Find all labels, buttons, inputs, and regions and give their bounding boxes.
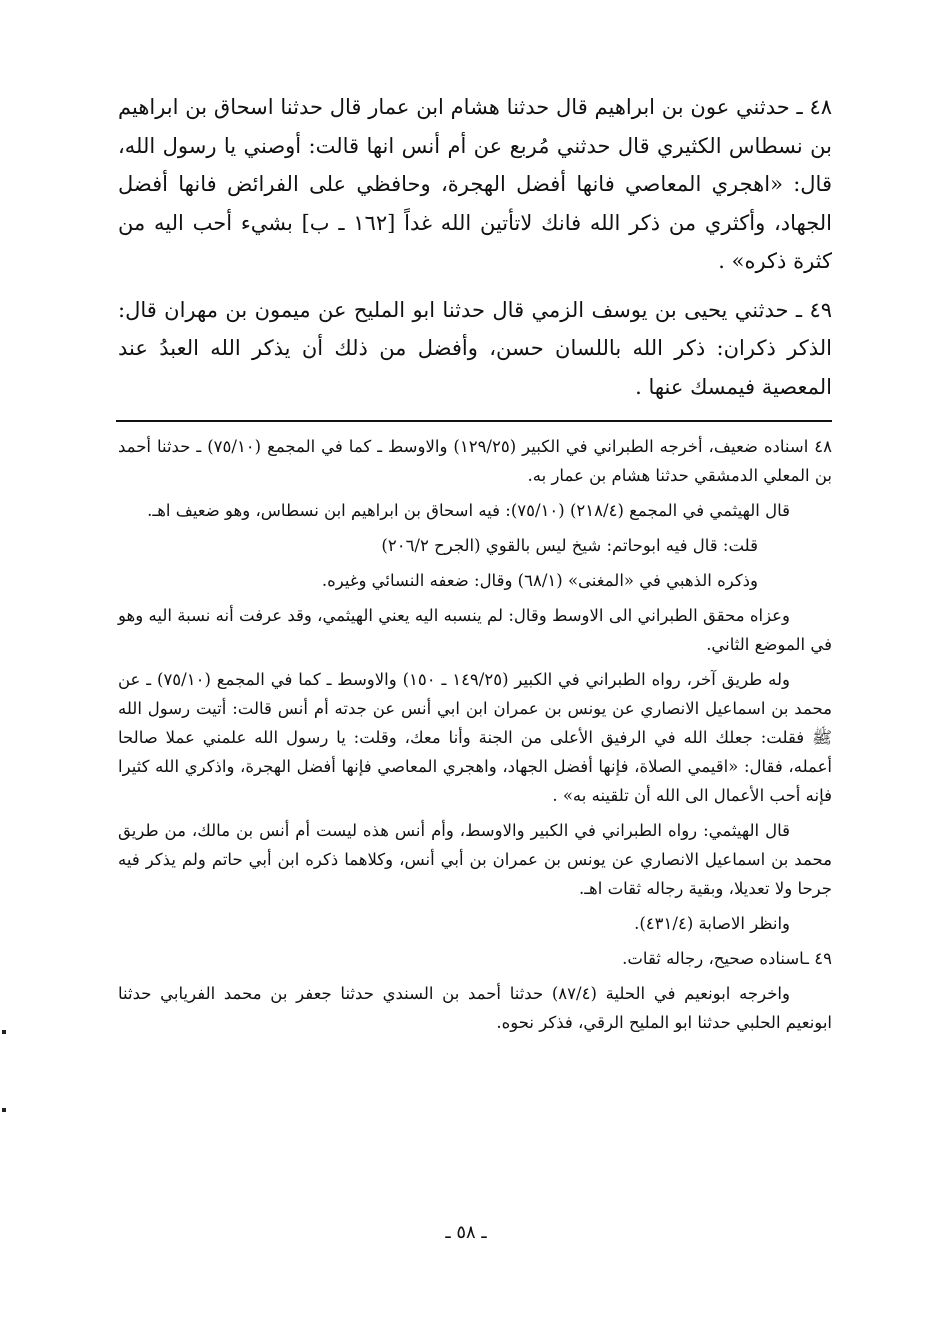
footnote-48-haythami-2: قال الهيثمي: رواه الطبراني في الكبير والاوسط، وأم أنس هذه ليست أم أنس بن مالك، من طريق محمد بن اسماعيل الانصاري عن يونس بن عمران بن أبي أنس، وكلاهما ذكره ابن أبي حاتم ولم يذكر فيه جرحا ولا تعديلا، وبقية رجاله ثقات اهـ. [118,821,832,898]
scan-mark [2,1030,6,1034]
footnote-48-source: ٤٨ اسناده ضعيف، أخرجه الطبراني في الكبير (١٢٩/٢٥) والاوسط ـ كما في المجمع (٧٥/١٠) ـ حدثنا أحمد بن المعلي الدمشقي حدثنا هشام بن عمار به. [118,437,833,485]
footnote-48-muhaqqiq: وعزاه محقق الطبراني الى الاوسط وقال: لم ينسبه اليه يعني الهيثمي، وقد عرفت أنه نسبة اليه وهو في الموضع الثاني. [118,606,832,654]
footnotes [118,432,832,1037]
hadith-49: ٤٩ ـ حدثني يحيى بن يوسف الزمي قال حدثنا ابو المليح عن ميمون بن مهران قال: الذكر ذكران: ذكر الله باللسان حسن، وأفضل من ذلك أن يذكر الله العبدُ عند المعصية فيمسك عنها . [118,297,832,399]
footnote-48-abu-hatim: قلت: قال فيه ابوحاتم: شيخ ليس بالقوي (الجرح ٢٠٦/٢) [381,536,758,555]
footnote-separator [116,420,832,422]
page-body [118,88,832,1043]
hadith-48: ٤٨ ـ حدثني عون بن ابراهيم قال حدثنا هشام ابن عمار قال حدثنا اسحاق بن ابراهيم بن نسطاس الكثيري قال حدثني مُربع عن أم أنس انها قالت: أوصني يا رسول الله، قال: «اهجري المعاصي فانها أفضل الهجرة، وحافظي على الفرائض فانها أفضل الجهاد، وأكثري من ذكر الله فانك لاتأتين الله غداً [١٦٢ ـ ب] بشيء أحب اليه من كثرة ذكره» . [118,95,832,273]
page-number: ـ ٥٨ ـ [445,1222,487,1243]
footnote-48-dhahabi: وذكره الذهبي في «المغنى» (٦٨/١) وقال: ضعفه النسائي وغيره. [321,571,758,590]
footnote-49-hilya: واخرجه ابونعيم في الحلية (٨٧/٤) حدثنا أحمد بن السندي حدثنا جعفر بن محمد الفريابي حدثنا ابونعيم الحلبي حدثنا ابو المليح الرقي، فذكر نحوه. [118,984,832,1032]
main-text [118,88,832,406]
scan-mark [2,1108,6,1112]
footnote-48-haythami: قال الهيثمي في المجمع (٢١٨/٤) (٧٥/١٠): فيه اسحاق بن ابراهيم ابن نسطاس، وهو ضعيف اهـ. [147,501,790,520]
footnote-48-isaba: وانظر الاصابة (٤٣١/٤). [634,914,790,933]
footnote-48-other-route: وله طريق آخر، رواه الطبراني في الكبير (١٤٩/٢٥ ـ ١٥٠) والاوسط ـ كما في المجمع (٧٥/١٠) ـ عن محمد بن اسماعيل الانصاري عن يونس بن عمران ابن ابي أنس عن جدته أم أنس قالت: أتيت رسول الله ﷺ فقلت: جعلك الله في الرفيق الأعلى من الجنة وأنا معك، وقلت: يا رسول الله علمني عملا صالحا أعمله، فقال: «اقيمي الصلاة، فإنها أفضل الجهاد، واهجري المعاصي فإنها أفضل الهجرة، واذكري الله كثيرا فإنه أحب الأعمال الى الله أن تلقينه به» . [118,670,832,805]
footnote-49-grade: ٤٩ ـاسناده صحيح، رجاله ثقات. [622,949,832,968]
